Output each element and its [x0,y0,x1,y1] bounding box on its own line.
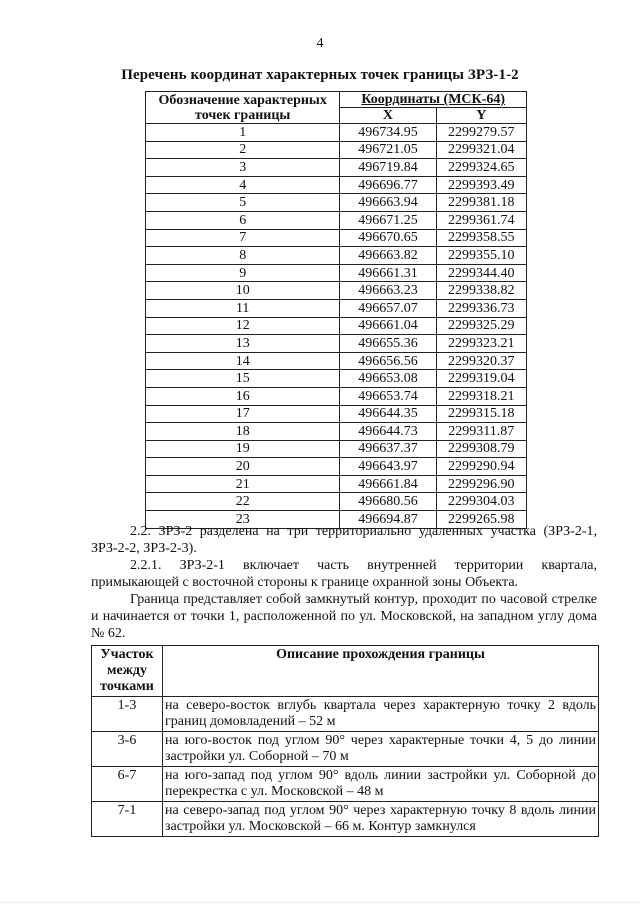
x-value: 496661.04 [340,317,436,335]
y-value: 2299315.18 [436,405,526,423]
x-value: 496661.31 [340,264,436,282]
segment-label: 6-7 [92,767,163,802]
paragraph-2-2 [91,523,597,557]
y-value: 2299324.65 [436,159,526,177]
coordinate-row [146,423,527,441]
paragraph-2-2-1 [91,557,597,591]
coordinate-row [146,493,527,511]
point-number: 17 [146,405,340,423]
point-number: 5 [146,194,340,212]
y-value: 2299319.04 [436,370,526,388]
coordinate-row [146,370,527,388]
y-value: 2299296.90 [436,475,526,493]
header-x: X [340,108,436,124]
coordinate-row [146,159,527,177]
y-value: 2299311.87 [436,423,526,441]
paragraph-contour [91,591,597,642]
x-value: 496657.07 [340,299,436,317]
header-coords [340,92,527,108]
x-value: 496655.36 [340,335,436,353]
y-value: 2299321.04 [436,141,526,159]
point-number: 19 [146,440,340,458]
segment-label: 3-6 [92,732,163,767]
y-value: 2299381.18 [436,194,526,212]
x-value: 496670.65 [340,229,436,247]
x-value: 496661.84 [340,475,436,493]
point-number: 8 [146,247,340,265]
point-number: 22 [146,493,340,511]
coordinate-row [146,264,527,282]
x-value: 496671.25 [340,211,436,229]
coordinate-row [146,282,527,300]
coordinates-table-body [146,124,527,529]
y-value: 2299279.57 [436,124,526,142]
point-number: 15 [146,370,340,388]
point-number: 10 [146,282,340,300]
coordinate-row [146,440,527,458]
coordinate-row [146,335,527,353]
description-row [92,697,599,732]
paragraph-contour-text: Граница представляет собой замкнутый контур, проходит по часовой стрелке и начинается от точки 1, расположенной по ул. Московской, на западном углу дома № 62. [91,592,597,641]
boundary-description-table [91,645,599,837]
header-segment: Участок между точками [92,646,163,697]
x-value: 496663.23 [340,282,436,300]
header-point: Обозначение характерных точек границы [146,92,340,124]
description-row [92,732,599,767]
point-number: 12 [146,317,340,335]
coordinate-row [146,247,527,265]
point-number: 11 [146,299,340,317]
coordinate-row [146,405,527,423]
y-value: 2299323.21 [436,335,526,353]
y-value: 2299304.03 [436,493,526,511]
point-number: 6 [146,211,340,229]
coordinate-row [146,458,527,476]
boundary-description-body [92,697,599,837]
point-number: 20 [146,458,340,476]
segment-description: на северо-восток вглубь квартала через характерную точку 2 вдоль границ домовладений – 52 м [163,697,599,732]
coordinate-row [146,299,527,317]
point-number: 21 [146,475,340,493]
x-value: 496653.08 [340,370,436,388]
y-value: 2299344.40 [436,264,526,282]
coordinate-row [146,141,527,159]
x-value: 496663.82 [340,247,436,265]
description-row [92,802,599,837]
y-value: 2299290.94 [436,458,526,476]
page-title: Перечень координат характерных точек границы ЗРЗ-1-2 [121,67,519,83]
point-number: 9 [146,264,340,282]
segment-label: 7-1 [92,802,163,837]
header-y: Y [436,108,526,124]
segment-description: на северо-запад под углом 90° через характерную точку 8 вдоль линии застройки ул. Московской – 66 м. Контур замкнулся [163,802,599,837]
y-value: 2299336.73 [436,299,526,317]
x-value: 496719.84 [340,159,436,177]
header-coords-label: Координаты (МСК-64) [361,92,506,107]
coordinate-row [146,176,527,194]
segment-label: 1-3 [92,697,163,732]
header-description: Описание прохождения границы [163,646,599,697]
coordinate-row [146,475,527,493]
y-value: 2299308.79 [436,440,526,458]
x-value: 496653.74 [340,387,436,405]
y-value: 2299361.74 [436,211,526,229]
y-value: 2299325.29 [436,317,526,335]
coordinate-row [146,124,527,142]
point-number: 4 [146,176,340,194]
x-value: 496694.87 [340,511,436,529]
page-number: 4 [316,36,324,51]
x-value: 496721.05 [340,141,436,159]
x-value: 496643.97 [340,458,436,476]
coordinate-row [146,229,527,247]
coordinate-row [146,211,527,229]
description-row [92,767,599,802]
y-value: 2299355.10 [436,247,526,265]
x-value: 496680.56 [340,493,436,511]
point-number: 18 [146,423,340,441]
point-number: 7 [146,229,340,247]
y-value: 2299338.82 [436,282,526,300]
paragraph-2-2-text: 2.2. ЗРЗ-2 разделена на три территориально удаленных участка (ЗРЗ-2-1, ЗРЗ-2-2, ЗРЗ-2-3). [91,524,597,556]
point-number: 3 [146,159,340,177]
x-value: 496734.95 [340,124,436,142]
x-value: 496637.37 [340,440,436,458]
paragraph-2-2-1-text: 2.2.1. ЗРЗ-2-1 включает часть внутренней территории квартала, примыкающей с восточной стороны к границе охранной зоны Объекта. [91,558,597,590]
page-edge [0,902,640,903]
point-number: 16 [146,387,340,405]
x-value: 496663.94 [340,194,436,212]
segment-description: на юго-запад под углом 90° вдоль линии застройки ул. Соборной до перекрестка с ул. Московской – 48 м [163,767,599,802]
y-value: 2299358.55 [436,229,526,247]
point-number: 14 [146,352,340,370]
x-value: 496656.56 [340,352,436,370]
y-value: 2299318.21 [436,387,526,405]
y-value: 2299320.37 [436,352,526,370]
point-number: 13 [146,335,340,353]
y-value: 2299393.49 [436,176,526,194]
x-value: 496644.35 [340,405,436,423]
point-number: 1 [146,124,340,142]
point-number: 2 [146,141,340,159]
x-value: 496644.73 [340,423,436,441]
coordinate-row [146,387,527,405]
point-number: 23 [146,511,340,529]
x-value: 496696.77 [340,176,436,194]
coordinate-row [146,317,527,335]
segment-description: на юго-восток под углом 90° через характерные точки 4, 5 до линии застройки ул. Соборной – 70 м [163,732,599,767]
coordinate-row [146,194,527,212]
y-value: 2299265.98 [436,511,526,529]
coordinates-table [145,91,527,529]
coordinate-row [146,352,527,370]
